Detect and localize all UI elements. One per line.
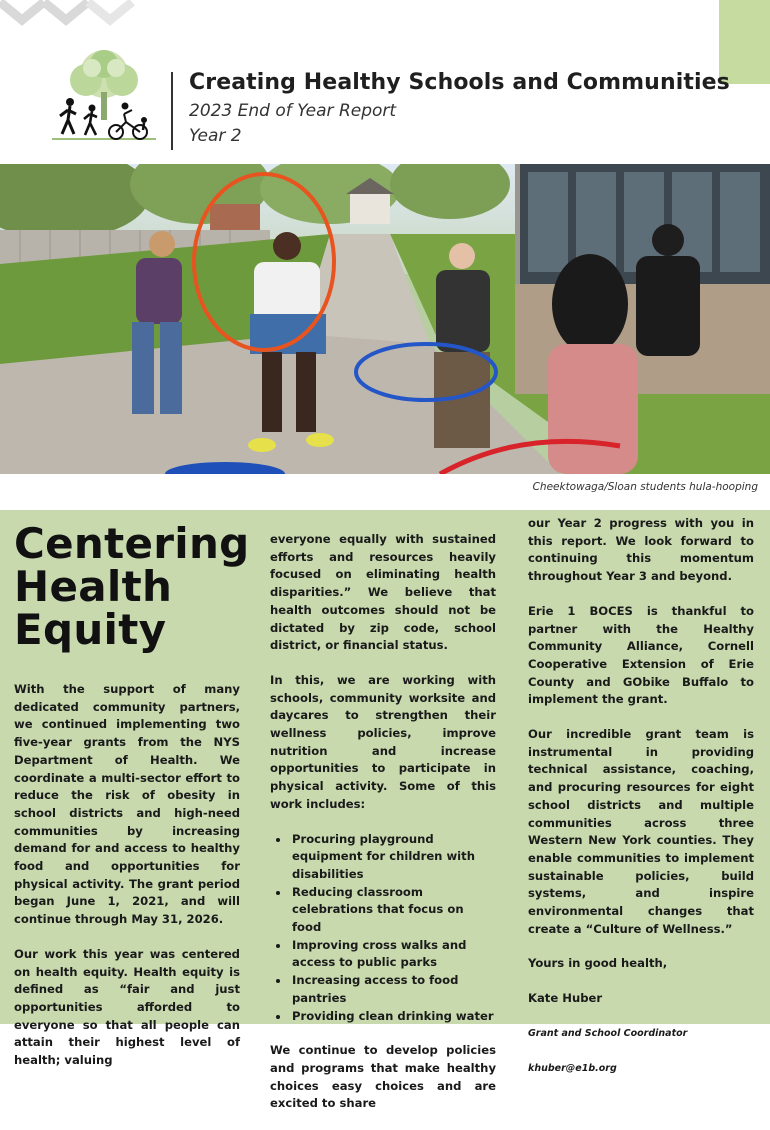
chevron-decoration (0, 0, 140, 40)
signature-title: Grant and School Coordinator (528, 1027, 688, 1039)
paragraph: In this, we are working with schools, community worksite and daycares to strengthen their wellness policies, improve nutrition and increase opportunities to participate in physical activity. Some of this work includes: (270, 672, 496, 811)
report-title: Creating Healthy Schools and Communities (189, 70, 730, 95)
paragraph: our Year 2 progress with you in this report. We look forward to continuing this momentum throughout Year 3 and beyond. (528, 516, 754, 584)
paragraph: Our incredible grant team is instrumental in providing technical assistance, coaching, and procuring resources for eight school districts and multiple communities across three Western New York counties. They enable communities to implement sustainable policies, build systems, and inspire environmental changes that create a “Culture of Wellness.” (528, 727, 754, 936)
paragraph: We continue to develop policies and programs that make healthy choices easy choices and are excited to share (270, 1043, 496, 1111)
heading-line: Equity (14, 605, 167, 654)
photo-caption: Cheektowaga/Sloan students hula-hooping (532, 481, 758, 493)
header-divider (171, 72, 173, 150)
work-list (270, 831, 496, 1026)
list-item: • Improving cross walks and access to public parks (290, 937, 496, 972)
column-2 (270, 531, 496, 1130)
signature-email: khuber@e1b.org (528, 1062, 617, 1074)
list-item: • Increasing access to food pantries (290, 972, 496, 1007)
heading-line: Centering (14, 519, 250, 568)
column-3 (528, 515, 754, 1094)
closing: Yours in good health, (528, 956, 668, 971)
content-panel (0, 510, 770, 1111)
paragraph: Erie 1 BOCES is thankful to partner with the Healthy Community Alliance, Cornell Cooperative Extension of Erie County and GObike Buffalo to implement the grant. (528, 603, 754, 707)
hula-hoop-photo (0, 164, 770, 474)
tree-logo-icon (48, 44, 160, 148)
list-item: • Providing clean drinking water (290, 1008, 496, 1026)
heading-line: Health (14, 562, 173, 611)
column-1 (14, 519, 250, 1087)
list-item: • Procuring playground equipment for children with disabilities (290, 831, 496, 884)
section-heading (14, 519, 250, 654)
report-subtitle: 2023 End of Year Report (189, 101, 397, 121)
paragraph: Our work this year was centered on health equity. Health equity is defined as “fair and just opportunities afforded to everyone so that all people can attain their highest level of health; valuing (14, 946, 240, 1068)
report-year: Year 2 (189, 126, 242, 146)
paragraph: With the support of many dedicated community partners, we continued implementing two five-year grants from the NYS Department of Health. We coordinate a multi-sector effort to reduce the risk of obesity in school districts and high-need communities by increasing demand for and access to healthy food and opportunities for physical activity. The grant period began June 1, 2021, and will continue through May 31, 2026. (14, 682, 240, 927)
list-item: • Reducing classroom celebrations that focus on food (290, 884, 496, 937)
paragraph: everyone equally with sustained efforts and resources heavily focused on eliminating health disparities.” We believe that health outcomes should not be dictated by zip code, school district, or financial status. (270, 532, 496, 653)
signature-name: Kate Huber (528, 991, 603, 1006)
